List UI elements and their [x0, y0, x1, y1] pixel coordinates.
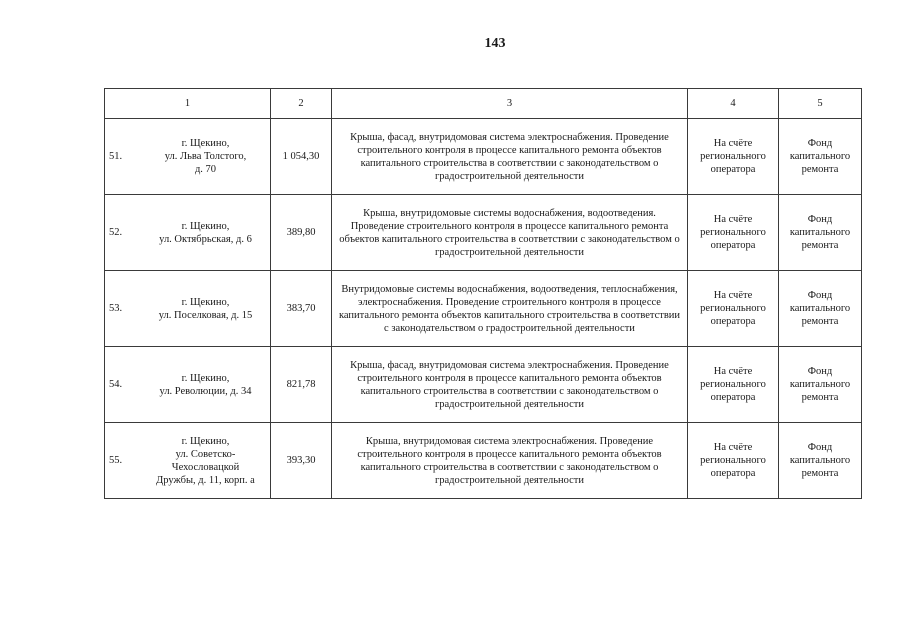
fund-cell-line: капитального — [789, 455, 851, 466]
fund-cell-line: Фонд — [807, 214, 833, 225]
address — [145, 435, 266, 487]
works-cell: Крыша, внутридомовая система электроснабжения. Проведение строительного контроля в процессе капитального ремонта объектов капитального строительства в соответствии с законодательством о градостроительной деятельности — [332, 423, 688, 499]
row-number: 55. — [109, 455, 123, 466]
address — [145, 372, 266, 398]
fund-cell-line: капитального — [789, 151, 851, 162]
row-number: 54. — [109, 379, 123, 390]
address-line: д. 70 — [194, 164, 217, 175]
address-line: г. Щекино, — [181, 220, 230, 232]
address-cell — [105, 271, 271, 347]
account-cell-line: На счёте — [713, 138, 753, 149]
account-cell-line: регионального — [700, 379, 766, 390]
fund-cell-line: Фонд — [807, 366, 833, 377]
header-cell-1: 1 — [105, 89, 271, 119]
address — [145, 220, 266, 246]
address-line: ул. Советско- — [175, 448, 236, 460]
fund-cell-line: Фонд — [807, 138, 833, 149]
address-line: Чехословацкой — [171, 461, 240, 473]
account-cell-line: оператора — [710, 240, 756, 251]
account-cell — [688, 119, 779, 195]
works-cell: Крыша, фасад, внутридомовая система электроснабжения. Проведение строительного контроля в процессе капитального ремонта объектов капитального строительства в соответствии с законодательством о градостроительной деятельности — [332, 347, 688, 423]
address-line: ул. Революции, д. 34 — [159, 385, 252, 397]
works-cell: Крыша, фасад, внутридомовая система электроснабжения. Проведение строительного контроля в процессе капитального ремонта объектов капитального строительства в соответствии с законодательством о градостроительной деятельности — [332, 119, 688, 195]
table-row — [105, 347, 862, 423]
header-row — [105, 89, 862, 119]
address-cell — [105, 195, 271, 271]
table-row — [105, 271, 862, 347]
area-cell: 821,78 — [271, 347, 332, 423]
row-number: 51. — [109, 151, 123, 162]
account-cell-line: оператора — [710, 164, 756, 175]
row-number: 53. — [109, 303, 123, 314]
address-line: ул. Льва Толстого, — [164, 151, 247, 162]
fund-cell-line: ремонта — [801, 164, 839, 175]
account-cell — [688, 423, 779, 499]
address-cell — [105, 347, 271, 423]
row-number: 52. — [109, 227, 123, 238]
fund-cell-line: ремонта — [801, 468, 839, 479]
address-line: ул. Октябрьская, д. 6 — [159, 233, 252, 245]
fund-cell-line: капитального — [789, 227, 851, 238]
table-row — [105, 423, 862, 499]
fund-cell-line: ремонта — [801, 240, 839, 251]
fund-cell-line: ремонта — [801, 316, 839, 327]
table-row — [105, 119, 862, 195]
fund-cell — [779, 119, 862, 195]
header-cell-3: 3 — [332, 89, 688, 119]
repair-program-table — [104, 88, 862, 499]
address-line: г. Щекино, — [181, 296, 230, 308]
works-cell: Крыша, внутридомовые системы водоснабжения, водоотведения. Проведение строительного контроля в процессе капитального ремонта объектов капитального строительства в соответствии с законодательством о градостроительной деятельности — [332, 195, 688, 271]
page-number: 143 — [484, 36, 506, 51]
fund-cell-line: Фонд — [807, 442, 833, 453]
fund-cell — [779, 271, 862, 347]
account-cell — [688, 347, 779, 423]
account-cell — [688, 271, 779, 347]
account-cell — [688, 195, 779, 271]
account-cell-line: На счёте — [713, 290, 753, 301]
area-cell: 1 054,30 — [271, 119, 332, 195]
address-line: г. Щекино, — [181, 138, 230, 149]
address — [145, 296, 266, 322]
table-body — [105, 119, 862, 499]
account-cell-line: регионального — [700, 455, 766, 466]
fund-cell — [779, 423, 862, 499]
area-cell: 389,80 — [271, 195, 332, 271]
area-cell: 393,30 — [271, 423, 332, 499]
account-cell-line: регионального — [700, 151, 766, 162]
account-cell-line: На счёте — [713, 366, 753, 377]
table-row — [105, 195, 862, 271]
fund-cell-line: капитального — [789, 303, 851, 314]
account-cell-line: оператора — [710, 468, 756, 479]
account-cell-line: регионального — [700, 303, 766, 314]
address-line: Дружбы, д. 11, корп. а — [156, 474, 255, 486]
address — [145, 137, 266, 176]
account-cell-line: На счёте — [713, 214, 753, 225]
account-cell-line: На счёте — [713, 442, 753, 453]
account-cell-line: оператора — [710, 316, 756, 327]
fund-cell-line: Фонд — [807, 290, 833, 301]
address-cell — [105, 423, 271, 499]
header-cell-2: 2 — [271, 89, 332, 119]
works-cell: Внутридомовые системы водоснабжения, водоотведения, теплоснабжения, электроснабжения. Проведение строительного контроля в процессе капитального ремонта объектов капитального строительства в соответствии с законодательством о градостроительной деятельности — [332, 271, 688, 347]
address-line: ул. Поселковая, д. 15 — [158, 309, 253, 321]
fund-cell — [779, 195, 862, 271]
fund-cell-line: ремонта — [801, 392, 839, 403]
account-cell-line: регионального — [700, 227, 766, 238]
header-cell-4: 4 — [688, 89, 779, 119]
account-cell-line: оператора — [710, 392, 756, 403]
fund-cell — [779, 347, 862, 423]
fund-cell-line: капитального — [789, 379, 851, 390]
address-line: г. Щекино, — [181, 372, 230, 384]
header-cell-5: 5 — [779, 89, 862, 119]
address-cell — [105, 119, 271, 195]
area-cell: 383,70 — [271, 271, 332, 347]
address-line: г. Щекино, — [181, 435, 230, 447]
